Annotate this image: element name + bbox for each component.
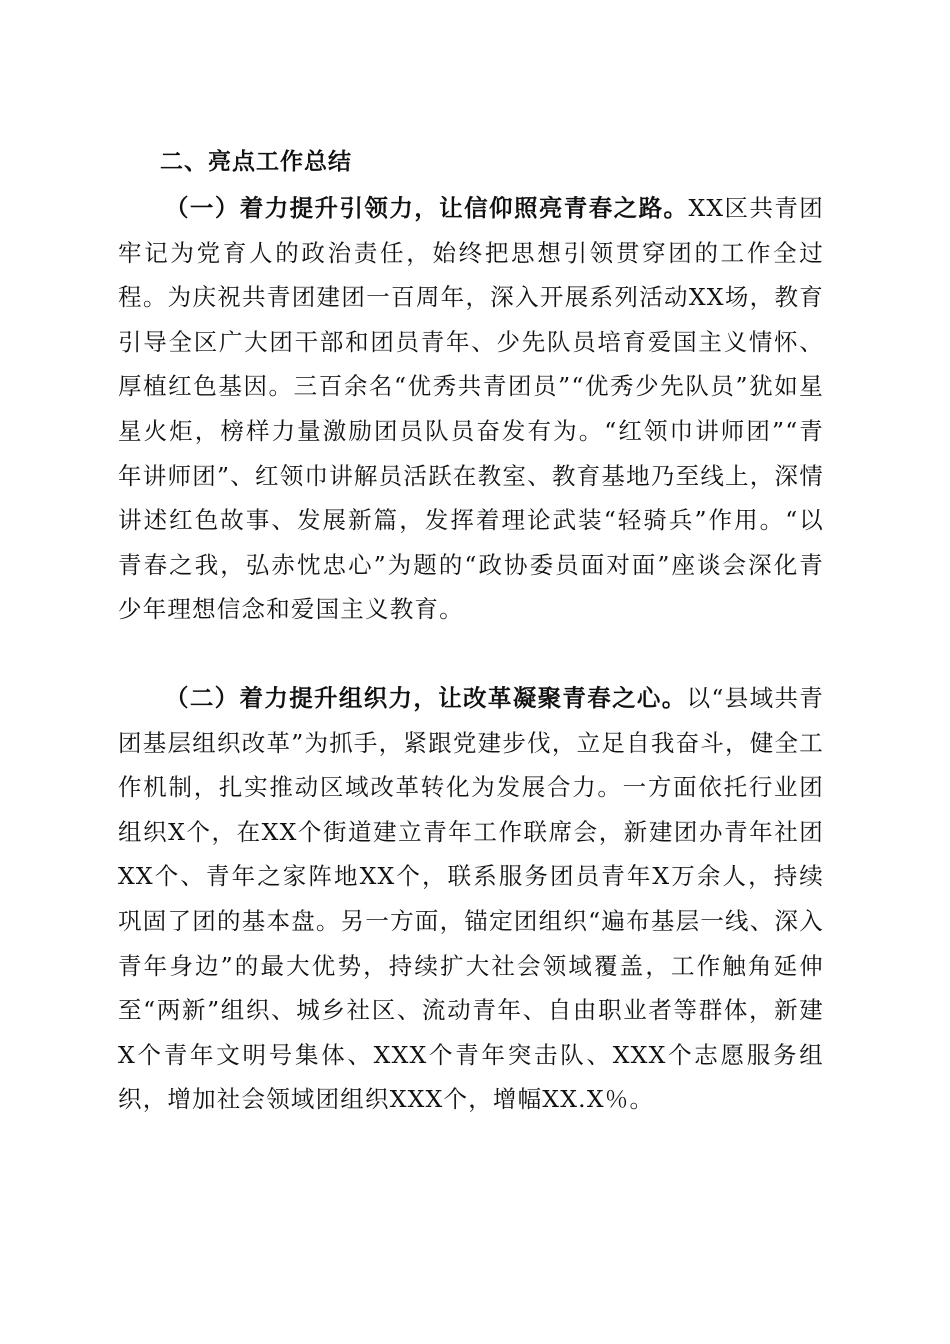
paragraph-2-lead: （二）着力提升组织力，让改革凝聚青春之心。: [165, 684, 687, 712]
paragraph-2: [118, 676, 824, 1122]
paragraph-1-lead: （一）着力提升引领力，让信仰照亮青春之路。: [165, 194, 689, 222]
paragraph-2-text: 以“县域共青团基层组织改革”为抓手，紧跟党建步伐，立足自我奋斗，健全工作机制，扎实推动区域改革转化为发展合力。一方面依托行业团组织X个，在XX个街道建立青年工作联席会，新建团办青年社团XX个、青年之家阵地XX个，联系服务团员青年X万余人，持续巩固了团的基本盘。另一方面，锚定团组织“遍布基层一线、深入青年身边”的最大优势，持续扩大社会领域覆盖，工作触角延伸至“两新”组织、城乡社区、流动青年、自由职业者等群体，新建X个青年文明号集体、XXX个青年突击队、XXX个志愿服务组织，增加社会领域团组织XXX个，增幅XX.X％。: [118, 684, 824, 1114]
section-title: 二、亮点工作总结: [160, 149, 352, 175]
paragraph-1-text: XX区共青团牢记为党育人的政治责任，始终把思想引领贯穿团的工作全过程。为庆祝共青团建团一百周年，深入开展系列活动XX场，教育引导全区广大团干部和团员青年、少先队员培育爱国主义情怀、厚植红色基因。三百余名“优秀共青团员”“优秀少先队员”犹如星星火炬，榜样力量激励团员队员奋发有为。“红领巾讲师团”“青年讲师团”、红领巾讲解员活跃在教室、教育基地乃至线上，深情讲述红色故事、发展新篇，发挥着理论武装“轻骑兵”作用。“以青春之我，弘赤忱忠心”为题的“政协委员面对面”座谈会深化青少年理想信念和爱国主义教育。: [118, 194, 824, 624]
paragraph-1: [118, 186, 824, 632]
